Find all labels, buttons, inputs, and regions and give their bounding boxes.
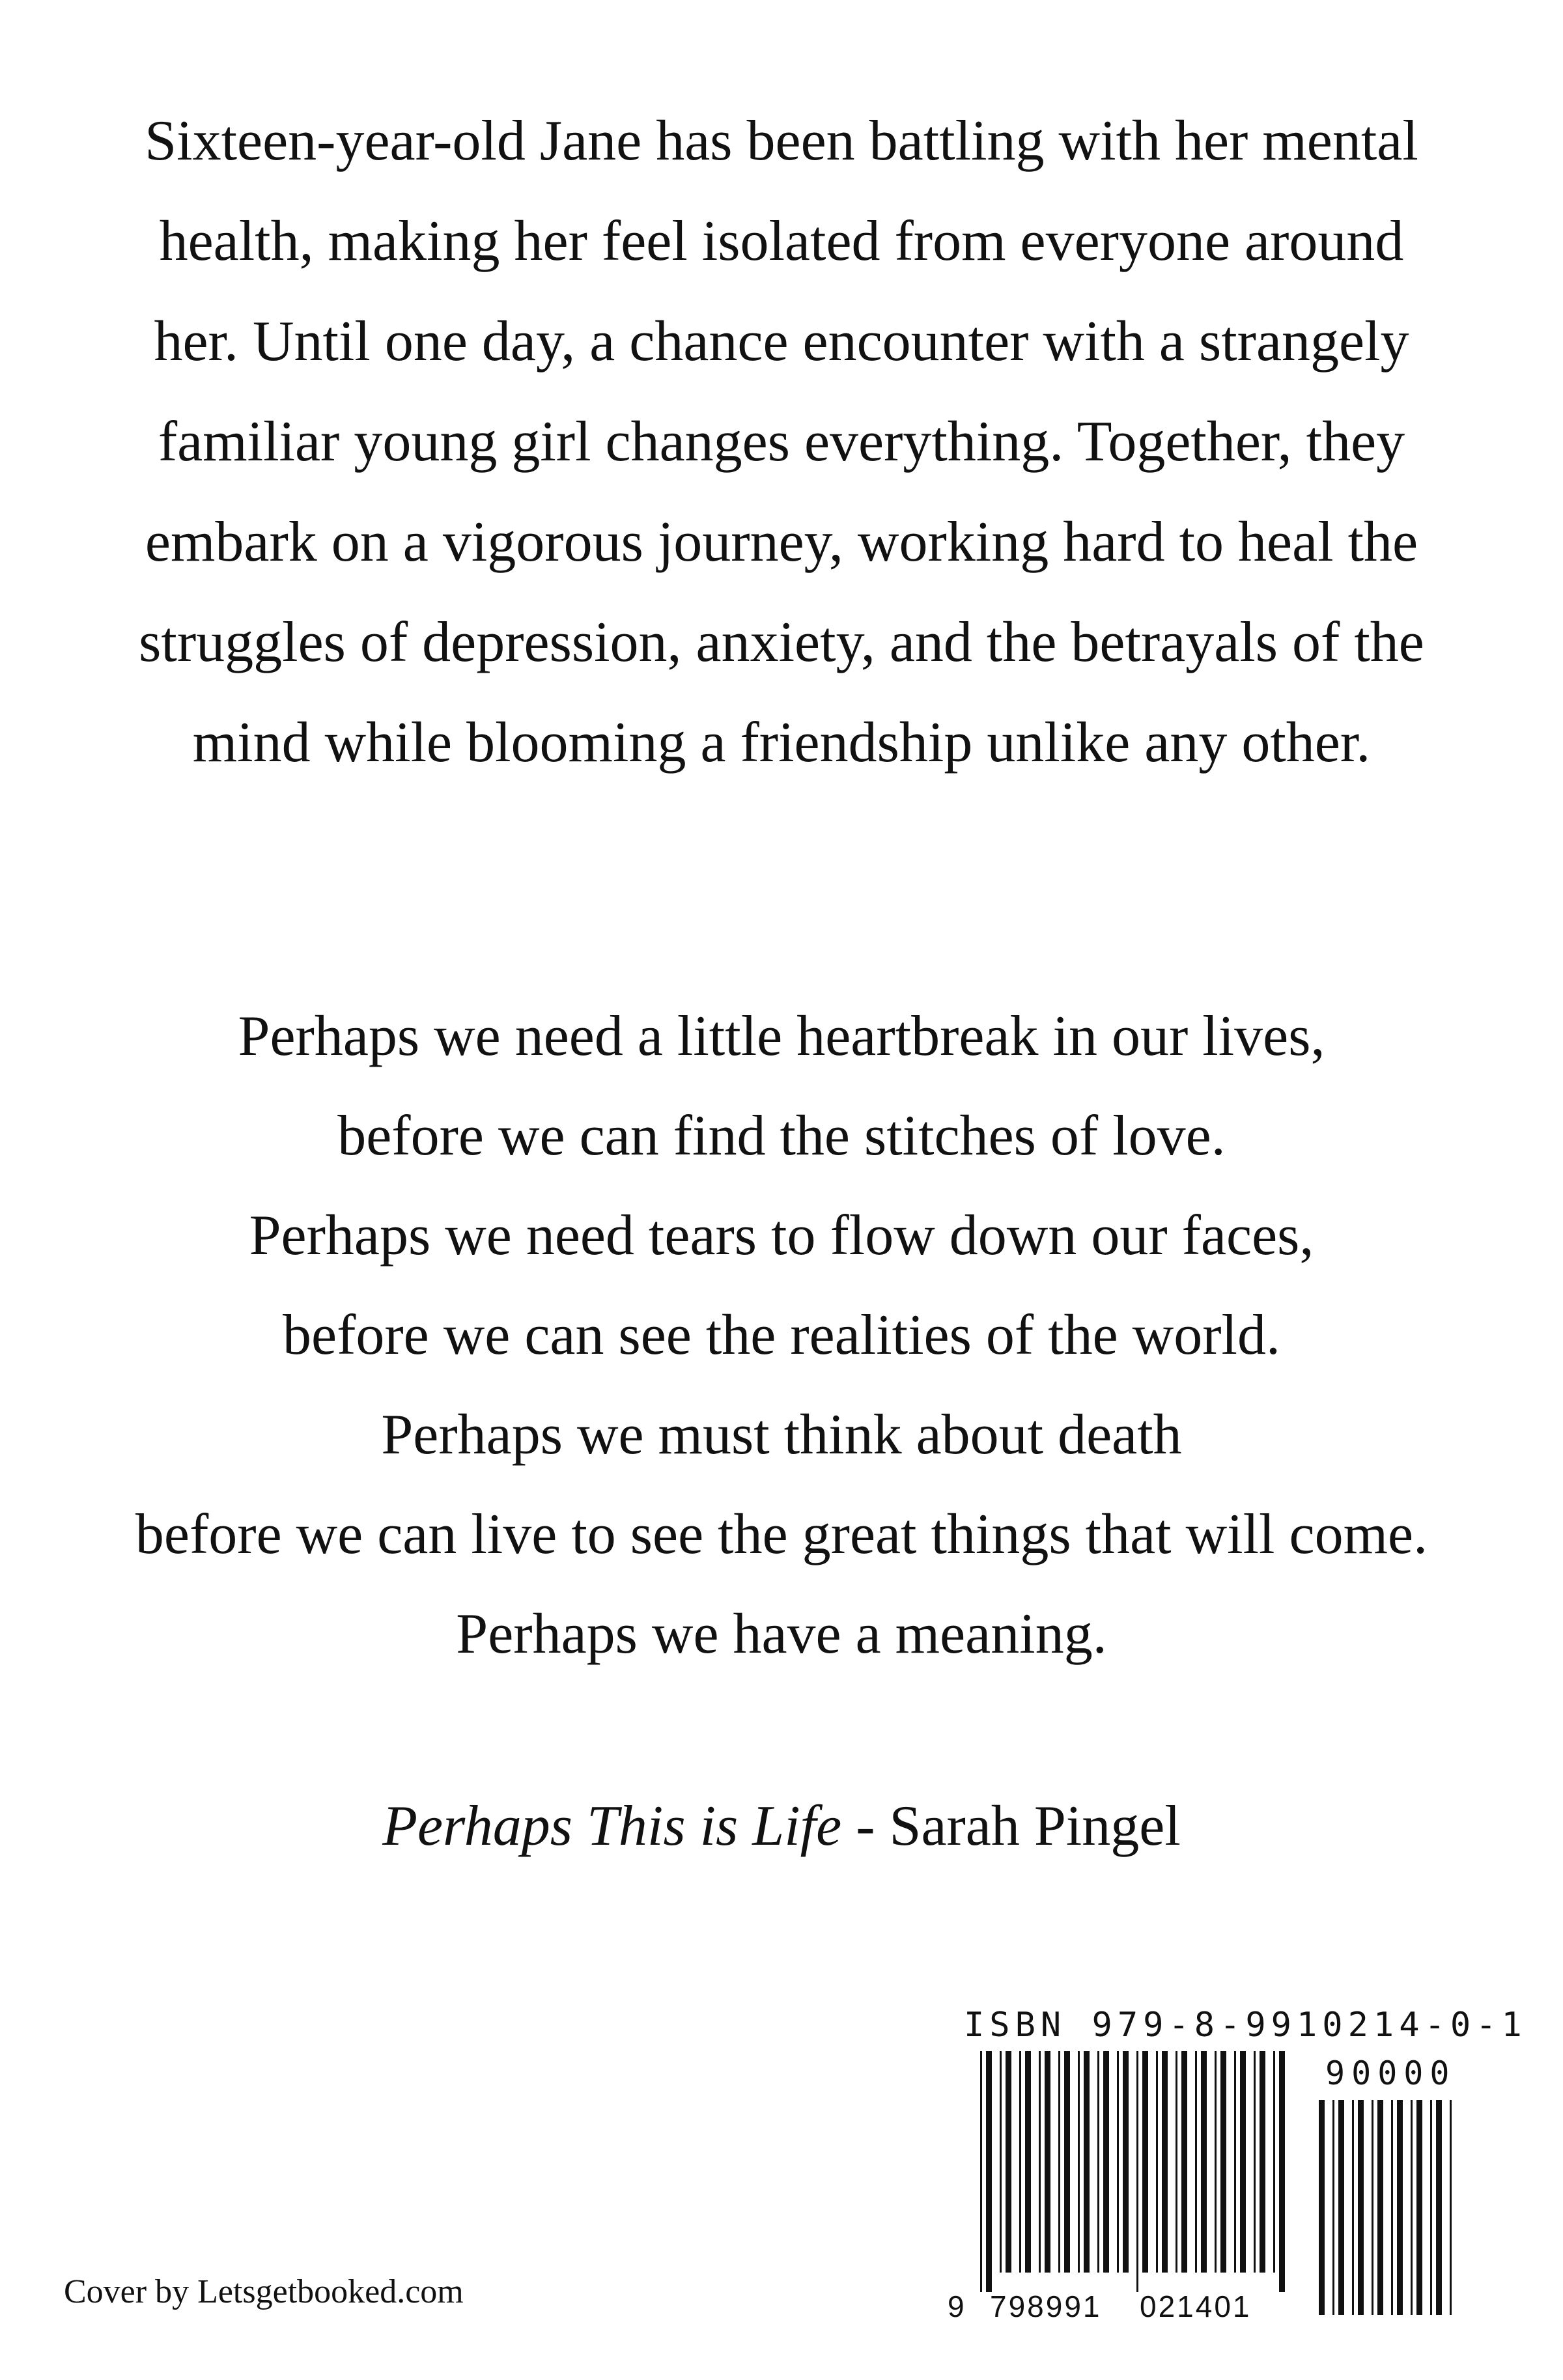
cover-credit: Cover by Letsgetbooked.com <box>64 2273 464 2310</box>
barcode-bar <box>1176 2051 1177 2273</box>
barcode-bar <box>1103 2051 1109 2273</box>
barcode-bar <box>1097 2051 1099 2273</box>
barcode-bar <box>1045 2051 1050 2273</box>
barcode-bar <box>1279 2051 1285 2292</box>
barcode-bar <box>1201 2051 1207 2273</box>
barcode-bar <box>1006 2051 1011 2273</box>
barcode-bar <box>1117 2051 1119 2273</box>
barcode-bar <box>1000 2051 1002 2273</box>
poem-title: Perhaps This is Life <box>382 1795 842 1858</box>
barcode-bar <box>1240 2051 1246 2273</box>
addon-barcode-bars <box>1319 2100 1459 2315</box>
poem-attribution <box>72 1787 1491 1866</box>
blurb-line: embark on a vigorous journey, working hard to heal the <box>145 511 1418 574</box>
barcode-bar <box>980 2051 982 2292</box>
barcode-bar <box>1319 2100 1325 2315</box>
poem-line: Perhaps we need a little heartbreak in our lives, <box>238 1005 1325 1068</box>
barcode-bar <box>1450 2100 1452 2315</box>
blurb-line: Sixteen-year-old Jane has been battling with her mental <box>145 109 1418 173</box>
isbn-barcode <box>931 1986 1527 2351</box>
barcode-bar <box>1234 2051 1236 2273</box>
attribution-separator: - <box>841 1795 890 1858</box>
barcode-bar <box>1391 2100 1393 2315</box>
poem-line: before we can see the realities of the world. <box>283 1304 1280 1367</box>
barcode-bar <box>1025 2051 1031 2273</box>
blurb-line: her. Until one day, a chance encounter with a strangely <box>154 310 1409 373</box>
blurb-paragraph <box>72 91 1491 793</box>
barcode-bar <box>1215 2051 1217 2273</box>
barcode-bar <box>1254 2051 1256 2273</box>
isbn-label: ISBN 979-8-9910214-0-1 <box>964 2006 1527 2045</box>
ean-first-digit: 9 <box>948 2289 965 2323</box>
barcode-bar <box>1136 2051 1138 2292</box>
poem-line: before we can find the stitches of love. <box>337 1104 1226 1168</box>
ean-barcode-bars <box>980 2051 1286 2292</box>
barcode-bar <box>1436 2100 1442 2315</box>
poem-line: Perhaps we need tears to flow down our faces, <box>249 1204 1314 1267</box>
blurb-line: health, making her feel isolated from everyone around <box>159 210 1404 273</box>
poem-line: Perhaps we must think about death <box>381 1403 1182 1466</box>
barcode-bar <box>1220 2051 1226 2273</box>
barcode-bar <box>1260 2051 1265 2273</box>
barcode-bar <box>1338 2100 1344 2315</box>
poem-author: Sarah Pingel <box>889 1795 1181 1858</box>
barcode-bar <box>1078 2051 1080 2273</box>
barcode-bar <box>1352 2100 1354 2315</box>
barcode-bar <box>1273 2051 1275 2273</box>
barcode-bar <box>1358 2100 1364 2315</box>
barcode-bar <box>1377 2100 1383 2315</box>
barcode-bar <box>1332 2100 1334 2315</box>
barcode-bar <box>1162 2051 1168 2273</box>
barcode-bar <box>986 2051 992 2292</box>
blurb-line: mind while blooming a friendship unlike any other. <box>192 711 1371 774</box>
poem-excerpt <box>72 987 1491 1684</box>
blurb-line: struggles of depression, anxiety, and the betrayals of the <box>139 611 1424 674</box>
barcode-bar <box>1430 2100 1432 2315</box>
barcode-bar <box>1058 2051 1060 2273</box>
barcode-bar <box>1019 2051 1021 2273</box>
barcode-bar <box>1416 2100 1422 2315</box>
barcode-bar <box>1195 2051 1197 2273</box>
poem-line: before we can live to see the great things that will come. <box>135 1503 1428 1566</box>
barcode-bar <box>1411 2100 1413 2315</box>
barcode-bar <box>1064 2051 1070 2273</box>
barcode-bar <box>1372 2100 1373 2315</box>
barcode-bar <box>1397 2100 1403 2315</box>
ean-right-group: 021401 <box>1140 2289 1252 2323</box>
barcode-bar <box>1123 2051 1129 2273</box>
ean-left-group: 798991 <box>990 2289 1102 2323</box>
poem-line: Perhaps we have a meaning. <box>456 1603 1107 1666</box>
barcode-bar <box>1084 2051 1090 2273</box>
barcode-bar <box>1142 2051 1148 2273</box>
barcode-bar <box>1039 2051 1041 2273</box>
blurb-line: familiar young girl changes everything. Together, they <box>158 410 1405 473</box>
price-code: 90000 <box>1325 2054 1456 2092</box>
barcode-bar <box>1181 2051 1187 2273</box>
barcode-bar <box>1156 2051 1158 2273</box>
